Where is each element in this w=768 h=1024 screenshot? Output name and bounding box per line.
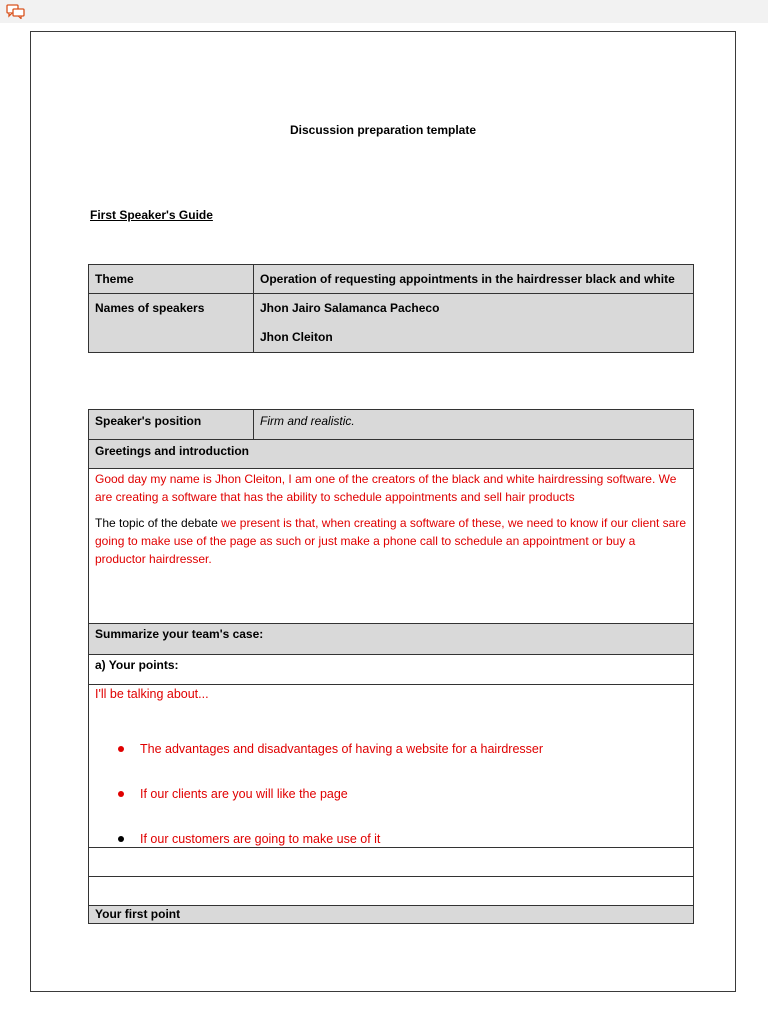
topic-paragraph <box>95 514 687 568</box>
points-intro: I'll be talking about... <box>95 687 209 701</box>
topic-highlight-text: we present is that, when creating a software of these, we need to know if our client sare going to make use of the page as such or just make a phone call to schedule an appointment or buy a productor hairdresser. <box>95 516 687 566</box>
position-label: Speaker's position <box>89 410 254 440</box>
points-content <box>89 685 694 848</box>
list-item <box>95 741 687 757</box>
points-list <box>95 741 687 847</box>
empty-row <box>89 848 694 877</box>
info-table <box>88 264 694 353</box>
list-item-text: The advantages and disadvantages of having a website for a hairdresser <box>140 742 544 756</box>
theme-label: Theme <box>89 265 254 294</box>
bullet-icon <box>118 836 124 842</box>
greetings-paragraph: Good day my name is Jhon Cleiton, I am one of the creators of the black and white hairdressing software. We are creating a software that has the ability to schedule appointments and sell hair products <box>95 472 677 504</box>
speaker-name: Jhon Cleiton <box>260 330 333 344</box>
list-item-text: If our clients are you will like the page <box>140 787 348 801</box>
comments-icon[interactable] <box>6 4 26 19</box>
document-page <box>30 31 736 992</box>
bullet-icon <box>118 791 124 797</box>
section-subtitle: First Speaker's Guide <box>90 208 213 222</box>
theme-value: Operation of requesting appointments in the hairdresser black and white <box>254 265 694 294</box>
viewer-toolbar <box>0 0 768 23</box>
empty-row <box>89 877 694 906</box>
speakers-value <box>254 294 694 353</box>
first-point-label: Your first point <box>89 906 694 924</box>
list-item-text: If our customers are going to make use of it <box>140 832 381 846</box>
position-value: Firm and realistic. <box>254 410 694 440</box>
list-item <box>95 786 687 802</box>
topic-lead-text: The topic of the debate <box>95 516 222 530</box>
points-label: a) Your points: <box>89 655 694 685</box>
list-item <box>95 831 687 847</box>
speaker-name: Jhon Jairo Salamanca Pacheco <box>260 301 440 315</box>
bullet-icon <box>118 746 124 752</box>
speaker-table <box>88 409 694 924</box>
speakers-label: Names of speakers <box>89 294 254 353</box>
greetings-content <box>89 469 694 624</box>
summarize-label: Summarize your team's case: <box>89 624 694 655</box>
greetings-label: Greetings and introduction <box>89 440 694 469</box>
page-title: Discussion preparation template <box>289 123 477 137</box>
